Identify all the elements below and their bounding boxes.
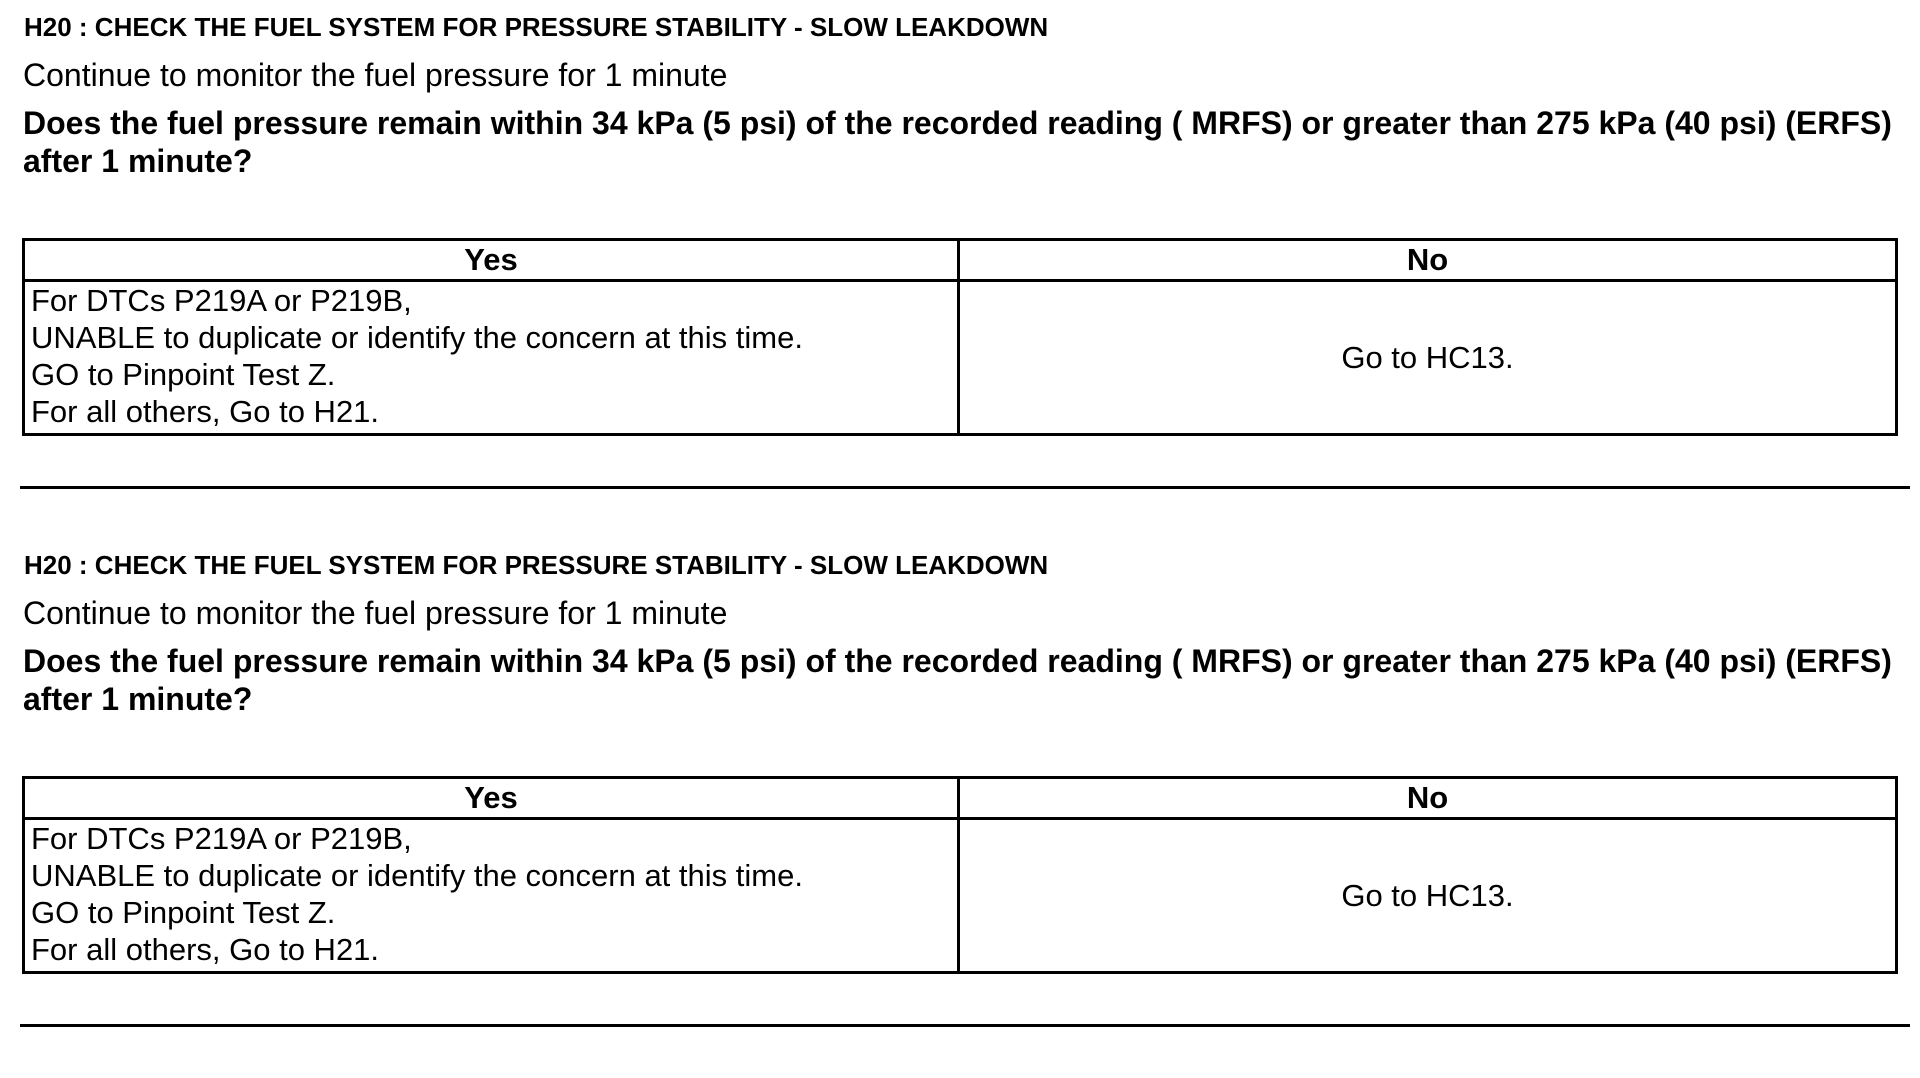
no-cell: Go to HC13. — [959, 281, 1897, 435]
step-question: Does the fuel pressure remain within 34 kPa (5 psi) of the recorded reading ( MRFS) or greater than 275 kPa (40 psi) (ERFS) after 1 minute? — [23, 643, 1892, 717]
step-title: H20 : CHECK THE FUEL SYSTEM FOR PRESSURE STABILITY - SLOW LEAKDOWN — [24, 550, 1049, 580]
no-header: No — [959, 240, 1897, 281]
yes-line-unable: UNABLE to duplicate or identify the concern at this time. — [31, 858, 803, 893]
yes-cell — [24, 819, 959, 973]
result-table — [22, 776, 1898, 974]
yes-line-dtc: For DTCs P219A or P219B, — [31, 821, 412, 856]
step-title: H20 : CHECK THE FUEL SYSTEM FOR PRESSURE STABILITY - SLOW LEAKDOWN — [24, 12, 1049, 42]
step-question: Does the fuel pressure remain within 34 kPa (5 psi) of the recorded reading ( MRFS) or greater than 275 kPa (40 psi) (ERFS) after 1 minute? — [23, 105, 1892, 179]
yes-line-pinpoint: GO to Pinpoint Test Z. — [31, 357, 336, 392]
yes-header: Yes — [24, 240, 959, 281]
no-cell: Go to HC13. — [959, 819, 1897, 973]
table-row — [24, 281, 1897, 435]
yes-line-unable: UNABLE to duplicate or identify the concern at this time. — [31, 320, 803, 355]
step-instruction: Continue to monitor the fuel pressure for 1 minute — [23, 57, 728, 93]
yes-line-dtc: For DTCs P219A or P219B, — [31, 283, 412, 318]
step-instruction: Continue to monitor the fuel pressure for 1 minute — [23, 595, 728, 631]
table-header-row — [24, 778, 1897, 819]
yes-cell — [24, 281, 959, 435]
section-divider — [20, 486, 1910, 489]
diagnostic-step-h20-2 — [0, 538, 1920, 1078]
yes-line-others: For all others, Go to H21. — [31, 932, 380, 967]
yes-line-others: For all others, Go to H21. — [31, 394, 380, 429]
table-row — [24, 819, 1897, 973]
section-divider — [20, 1024, 1910, 1027]
result-table — [22, 238, 1898, 436]
no-header: No — [959, 778, 1897, 819]
yes-line-pinpoint: GO to Pinpoint Test Z. — [31, 895, 336, 930]
table-header-row — [24, 240, 1897, 281]
yes-header: Yes — [24, 778, 959, 819]
